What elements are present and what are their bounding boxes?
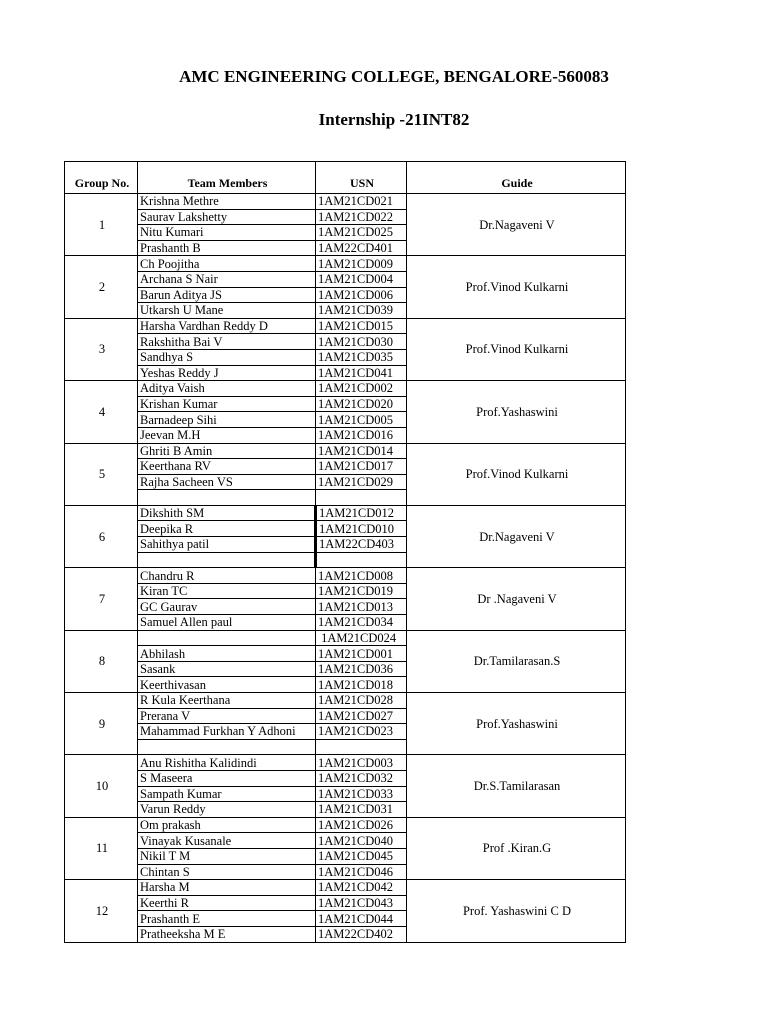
guide-name: Dr.Tamilarasan.S [407,630,626,692]
usn-cell: 1AM21CD024 [316,630,407,646]
table-row [65,505,626,521]
team-member-name [138,552,316,568]
usn-cell: 1AM21CD017 [316,459,407,475]
team-member-name [138,630,316,646]
table-row [65,568,626,584]
usn-cell: 1AM21CD022 [316,209,407,225]
team-member-name: Krishna Methre [138,194,316,210]
usn-cell: 1AM21CD026 [316,817,407,833]
team-member-name: Anu Rishitha Kalidindi [138,755,316,771]
team-member-name: Sandhya S [138,349,316,365]
table-row [65,256,626,272]
usn-cell: 1AM21CD027 [316,708,407,724]
guide-name: Prof.Yashaswini [407,381,626,443]
guide-name: Prof .Kiran.G [407,817,626,879]
usn-cell: 1AM21CD008 [316,568,407,584]
team-member-name: Harsha M [138,880,316,896]
col-usn: USN [316,162,407,194]
team-member-name: Aditya Vaish [138,381,316,397]
col-team-members: Team Members [138,162,316,194]
usn-cell: 1AM21CD031 [316,802,407,818]
team-member-name: Yeshas Reddy J [138,365,316,381]
usn-cell: 1AM21CD020 [316,396,407,412]
usn-cell [316,490,407,506]
usn-cell: 1AM21CD021 [316,194,407,210]
team-member-name: Dikshith SM [138,505,316,521]
group-number: 2 [65,256,138,318]
usn-cell: 1AM21CD001 [316,646,407,662]
team-member-name: Ch Poojitha [138,256,316,272]
team-member-name: Prashanth B [138,240,316,256]
usn-cell: 1AM21CD042 [316,880,407,896]
col-guide: Guide [407,162,626,194]
team-member-name: Saurav Lakshetty [138,209,316,225]
table-row [65,194,626,210]
team-member-name: Prashanth E [138,911,316,927]
group-number: 6 [65,505,138,567]
group-number: 8 [65,630,138,692]
guide-name: Dr.S.Tamilarasan [407,755,626,817]
usn-cell: 1AM21CD018 [316,677,407,693]
usn-cell: 1AM21CD033 [316,786,407,802]
team-member-name: Harsha Vardhan Reddy D [138,318,316,334]
team-member-name: Rajha Sacheen VS [138,474,316,490]
usn-cell: 1AM21CD044 [316,911,407,927]
usn-cell: 1AM21CD006 [316,287,407,303]
team-member-name: Krishan Kumar [138,396,316,412]
table-row [65,443,626,459]
usn-cell: 1AM21CD043 [316,895,407,911]
usn-cell: 1AM21CD029 [316,474,407,490]
team-member-name: Archana S Nair [138,271,316,287]
guide-name: Dr .Nagaveni V [407,568,626,630]
team-member-name: Barnadeep Sihi [138,412,316,428]
team-member-name: Keerthivasan [138,677,316,693]
usn-cell: 1AM21CD005 [316,412,407,428]
group-number: 12 [65,880,138,942]
usn-cell: 1AM21CD015 [316,318,407,334]
table-row [65,817,626,833]
usn-cell: 1AM21CD004 [316,271,407,287]
team-member-name: Utkarsh U Mane [138,303,316,319]
team-member-name: Deepika R [138,521,316,537]
usn-cell: 1AM21CD045 [316,848,407,864]
usn-cell: 1AM21CD030 [316,334,407,350]
team-member-name: Sasank [138,661,316,677]
team-member-name: Ghriti B Amin [138,443,316,459]
usn-cell: 1AM21CD010 [316,521,407,537]
usn-cell: 1AM21CD028 [316,693,407,709]
guide-name: Prof. Yashaswini C D [407,880,626,942]
usn-cell: 1AM21CD041 [316,365,407,381]
team-member-name: Vinayak Kusanale [138,833,316,849]
usn-cell: 1AM21CD002 [316,381,407,397]
table-row [65,755,626,771]
usn-cell: 1AM21CD035 [316,349,407,365]
team-member-name: Barun Aditya JS [138,287,316,303]
guide-name: Prof.Vinod Kulkarni [407,443,626,505]
table-row [65,318,626,334]
usn-cell: 1AM21CD032 [316,770,407,786]
guide-name: Prof.Vinod Kulkarni [407,256,626,318]
team-member-name: S Maseera [138,770,316,786]
usn-cell [316,739,407,755]
team-member-name: Chandru R [138,568,316,584]
team-member-name: Samuel Allen paul [138,615,316,631]
usn-cell: 1AM21CD025 [316,225,407,241]
table-row [65,693,626,709]
college-title: AMC ENGINEERING COLLEGE, BENGALORE-560083 [179,67,609,86]
internship-groups-table [64,161,626,943]
usn-cell: 1AM21CD012 [316,505,407,521]
usn-cell: 1AM21CD016 [316,427,407,443]
team-member-name: Abhilash [138,646,316,662]
team-member-name: Chintan S [138,864,316,880]
usn-cell: 1AM21CD040 [316,833,407,849]
group-number: 5 [65,443,138,505]
team-member-name [138,490,316,506]
table-row [65,381,626,397]
team-member-name: R Kula Keerthana [138,693,316,709]
guide-name: Prof.Vinod Kulkarni [407,318,626,380]
group-number: 3 [65,318,138,380]
group-number: 1 [65,194,138,256]
usn-cell: 1AM21CD009 [316,256,407,272]
team-member-name: Sampath Kumar [138,786,316,802]
guide-name: Prof.Yashaswini [407,693,626,755]
usn-cell: 1AM22CD403 [316,537,407,553]
team-member-name: Keerthana RV [138,459,316,475]
group-number: 10 [65,755,138,817]
team-member-name: Rakshitha Bai V [138,334,316,350]
course-title: Internship -21INT82 [318,110,470,129]
table-body [65,194,626,943]
team-member-name [138,739,316,755]
table-row [65,630,626,646]
team-member-name: Om prakash [138,817,316,833]
team-member-name: Pratheeksha M E [138,926,316,942]
col-group-no: Group No. [65,162,138,194]
group-number: 11 [65,817,138,879]
group-number: 4 [65,381,138,443]
usn-cell: 1AM21CD003 [316,755,407,771]
usn-cell: 1AM21CD019 [316,583,407,599]
usn-cell: 1AM21CD046 [316,864,407,880]
guide-name: Dr.Nagaveni V [407,194,626,256]
team-member-name: Varun Reddy [138,802,316,818]
table-row [65,880,626,896]
usn-cell: 1AM21CD039 [316,303,407,319]
team-member-name: Nitu Kumari [138,225,316,241]
usn-cell: 1AM22CD401 [316,240,407,256]
team-member-name: Keerthi R [138,895,316,911]
usn-cell: 1AM21CD013 [316,599,407,615]
team-member-name: GC Gaurav [138,599,316,615]
team-member-name: Sahithya patil [138,537,316,553]
usn-cell: 1AM21CD023 [316,724,407,740]
group-number: 9 [65,693,138,755]
usn-cell: 1AM22CD402 [316,926,407,942]
group-number: 7 [65,568,138,630]
guide-name: Dr.Nagaveni V [407,505,626,567]
team-member-name: Nikil T M [138,848,316,864]
usn-cell: 1AM21CD034 [316,615,407,631]
header-row [65,162,626,194]
team-member-name: Prerana V [138,708,316,724]
usn-cell: 1AM21CD036 [316,661,407,677]
usn-cell: 1AM21CD014 [316,443,407,459]
usn-cell [316,552,407,568]
team-member-name: Jeevan M.H [138,427,316,443]
team-member-name: Kiran TC [138,583,316,599]
team-member-name: Mahammad Furkhan Y Adhoni [138,724,316,740]
